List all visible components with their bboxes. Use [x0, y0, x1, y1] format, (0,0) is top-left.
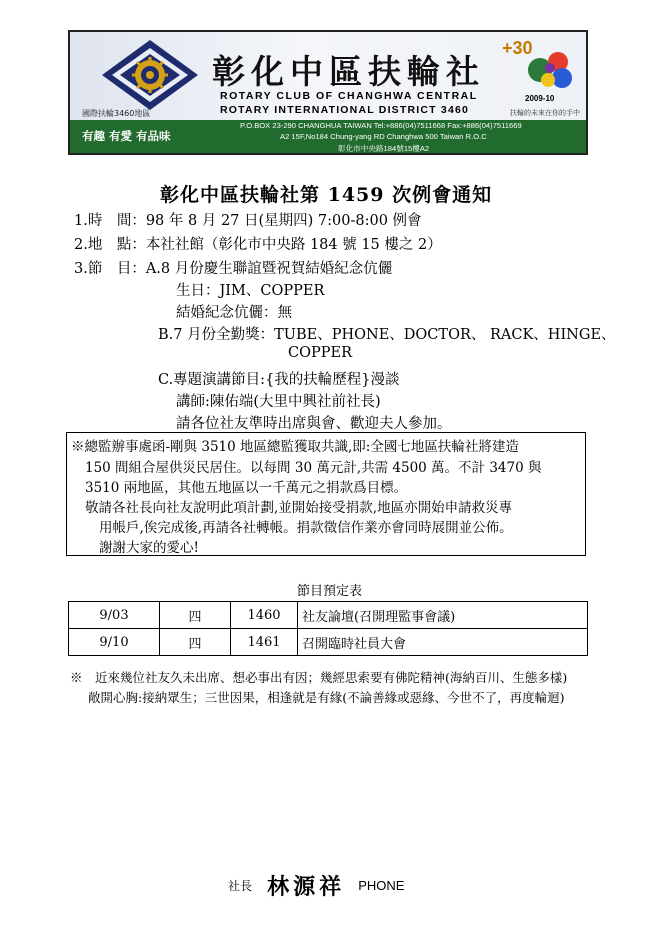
- schedule-table: [68, 601, 588, 656]
- club-motto: 有趣 有愛 有品味: [82, 129, 171, 143]
- district-cn: 國際扶輪3460地區: [82, 109, 151, 118]
- schedule-program: 社友論壇(召開理監事會議): [298, 602, 588, 629]
- schedule-weekday: 四: [160, 602, 231, 629]
- header-banner: [68, 30, 588, 155]
- theme-emblem-icon: [522, 46, 580, 94]
- sign-name: 林源祥: [267, 874, 346, 900]
- sign-nickname: PHONE: [358, 878, 405, 893]
- anniversary-couples: 結婚紀念伉儷：無: [176, 305, 292, 321]
- notice-line-1: ※總監辦事處函-剛與 3510 地區總監獲取共識,即:全國七地區扶輪社將建造: [71, 439, 519, 455]
- schedule-program: 召開臨時社員大會: [298, 629, 588, 656]
- signature: [228, 870, 404, 901]
- attendance-award: B.7 月份全勤獎：TUBE、PHONE、DOCTOR、 RACK、HINGE、: [158, 327, 616, 343]
- schedule-meeting-no: 1461: [231, 629, 298, 656]
- address-line-1: P.O.BOX 23-290 CHANGHUA TAIWAN Tel:+886(04)7511668 Fax:+886(04)7511669: [240, 121, 522, 130]
- schedule-weekday: 四: [160, 629, 231, 656]
- meeting-time: 1.時 間：98 年 8 月 27 日(星期四) 7:00-8:00 例會: [74, 213, 422, 229]
- program-c-speech: C.專題演講節目:{我的扶輪歷程}漫談: [158, 372, 400, 388]
- invitation: 請各位社友準時出席與會、歡迎夫人參加。: [176, 416, 452, 432]
- program-a: 3.節 目：A.8 月份慶生聯誼暨祝賀結婚紀念伉儷: [74, 261, 393, 277]
- notice-line-3: 3510 兩地區，其他五地區以一千萬元之捐款爲目標。: [85, 480, 408, 496]
- club-name-cn: 彰化中區扶輪社: [212, 52, 485, 91]
- footer-note-2: 敞開心胸:接納眾生；三世因果，相逢就是有緣(不論善緣或惡緣、今世不了，再度輪迴): [88, 690, 565, 705]
- table-row: [69, 602, 588, 629]
- table-row: [69, 629, 588, 656]
- page-title: 彰化中區扶輪社第 1459 次例會通知: [160, 184, 493, 206]
- sign-prefix: 社長: [228, 879, 253, 893]
- footer-note-1: ※ 近來幾位社友久未出席、想必事出有因；幾經思索要有佛陀精神(海納百川、生態多樣): [70, 670, 568, 685]
- schedule-title: 節目預定表: [297, 584, 363, 599]
- notice-line-4: 敬請各社長向社友說明此項計劃,並開始接受捐款,地區亦開始申請救災專: [85, 500, 513, 516]
- district-en: ROTARY INTERNATIONAL DISTRICT 3460: [220, 104, 470, 116]
- schedule-meeting-no: 1460: [231, 602, 298, 629]
- notice-line-2: 150 間組合屋供災民居住。以每間 30 萬元計,共需 4500 萬。不計 3470 與: [85, 460, 542, 476]
- club-name-en: ROTARY CLUB OF CHANGHWA CENTRAL: [220, 90, 478, 102]
- banner-top: [70, 32, 586, 120]
- address-line-3: 彰化市中央路184號15樓A2: [338, 144, 430, 153]
- year-slogan: 扶輪的未來在你的手中: [510, 109, 580, 117]
- year-label: 2009-10: [525, 94, 555, 103]
- address-line-2: A2 15F,No184 Chung-yang RD Changhwa 500 Taiwan R.O.C: [280, 132, 487, 141]
- meeting-place: 2.地 點：本社社館（彰化市中央路 184 號 15 樓之 2）: [74, 237, 442, 253]
- notice-line-6: 謝謝大家的愛心!: [99, 540, 199, 556]
- rotary-logo-icon: [100, 38, 200, 112]
- notice-line-5: 用帳戶,俟完成後,再請各社轉帳。捐款徵信作業亦會同時展開並公佈。: [99, 520, 513, 536]
- speaker: 講師:陳佑端(大里中興社前社長): [176, 394, 381, 410]
- anniversary-badge: +30: [502, 38, 533, 58]
- donation-notice-box: [66, 432, 586, 556]
- schedule-date: 9/03: [69, 602, 160, 629]
- attendance-award-cont: COPPER: [288, 345, 352, 361]
- schedule-date: 9/10: [69, 629, 160, 656]
- banner-bottom: [70, 120, 586, 155]
- birthday-list: 生日：JIM、COPPER: [176, 283, 325, 299]
